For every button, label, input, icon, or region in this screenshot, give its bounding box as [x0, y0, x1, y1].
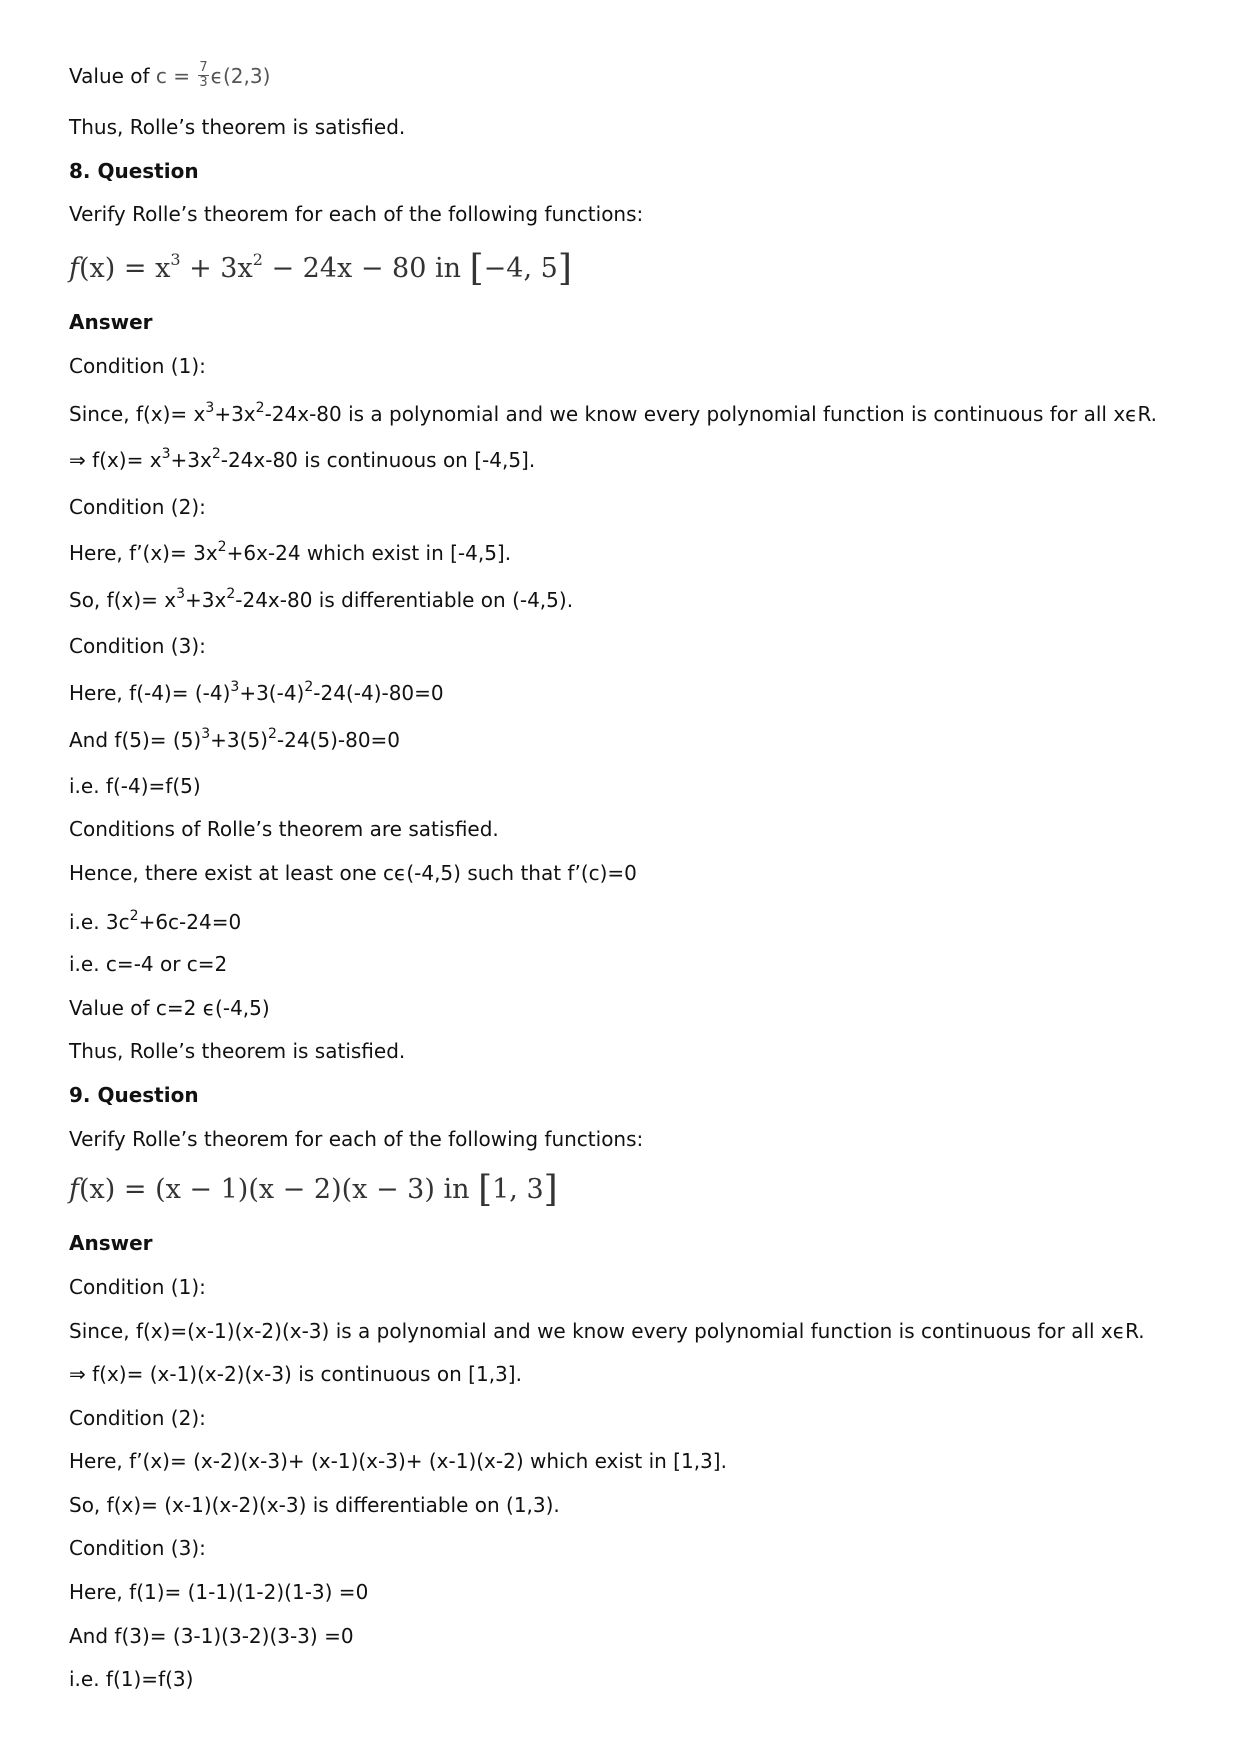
exponent: 2 — [217, 539, 227, 555]
exponent: 2 — [211, 446, 221, 462]
text-fragment: -24x-80 is continuous on [-4,5]. — [220, 448, 536, 472]
math-exponent: 3 — [170, 250, 181, 269]
exponent: 3 — [205, 400, 215, 416]
math-bracket: ] — [557, 248, 572, 289]
math-exponent: 2 — [252, 250, 263, 269]
math-bracket: ] — [543, 1169, 558, 1210]
exponent: 2 — [255, 400, 265, 416]
text-line: Condition (2): — [69, 1406, 206, 1430]
text-fragment: +3(-4) — [239, 681, 305, 705]
math-fragment: + 3x — [180, 253, 253, 284]
math-fragment: (x) = x — [79, 253, 171, 284]
text-fragment: ⇒ f(x)= x — [69, 448, 162, 472]
exponent: 3 — [176, 586, 186, 602]
text-line — [69, 727, 400, 753]
math-fragment: − 24x − 80 in — [262, 253, 470, 284]
math-equation — [69, 248, 572, 289]
text-fragment: -24(5)-80=0 — [276, 728, 401, 752]
fraction-numerator: 7 — [199, 60, 208, 75]
text-line: And f(3)= (3-1)(3-2)(3-3) =0 — [69, 1624, 354, 1648]
exponent: 3 — [201, 726, 211, 742]
exponent: 2 — [226, 586, 236, 602]
text-line: Hence, there exist at least one cϵ(-4,5) such that f’(c)=0 — [69, 861, 637, 885]
question-heading: 9. Question — [69, 1083, 199, 1107]
fraction-denominator: 3 — [199, 75, 208, 90]
math-fragment: f — [69, 1174, 79, 1205]
text-line: Here, f’(x)= (x-2)(x-3)+ (x-1)(x-3)+ (x-1)(x-2) which exist in [1,3]. — [69, 1449, 727, 1473]
text-line: Verify Rolle’s theorem for each of the following functions: — [69, 1127, 644, 1151]
answer-heading: Answer — [69, 310, 153, 334]
text-fragment: +3(5) — [210, 728, 268, 752]
text-fragment: +3x — [214, 402, 256, 426]
text-line: ⇒ f(x)= (x-1)(x-2)(x-3) is continuous on [1,3]. — [69, 1362, 522, 1386]
exponent: 2 — [304, 679, 314, 695]
text-line — [69, 587, 573, 613]
text-line: i.e. f(1)=f(3) — [69, 1667, 194, 1691]
text-line: Condition (1): — [69, 354, 206, 378]
text-fragment: -24(-4)-80=0 — [313, 681, 444, 705]
text-line — [69, 680, 444, 706]
text-line-value-of-c — [69, 60, 271, 92]
math-bracket: [ — [469, 248, 484, 289]
text-line — [69, 401, 1157, 427]
text-line: Since, f(x)=(x-1)(x-2)(x-3) is a polynomial and we know every polynomial function is continuous for all xϵR. — [69, 1319, 1145, 1343]
text-line: Condition (2): — [69, 495, 206, 519]
math-fragment: −4, 5 — [483, 253, 558, 284]
text-fragment: Since, f(x)= x — [69, 402, 206, 426]
math-fragment: (x) = (x − 1)(x − 2)(x − 3) in — [79, 1174, 479, 1205]
text-fragment: And f(5)= (5) — [69, 728, 202, 752]
math-equation — [69, 1169, 558, 1210]
text-fragment: -24x-80 is differentiable on (-4,5). — [235, 588, 574, 612]
text-line: Value of c=2 ϵ(-4,5) — [69, 996, 270, 1020]
exponent: 3 — [230, 679, 240, 695]
text-line: i.e. c=-4 or c=2 — [69, 952, 228, 976]
math-fragment: c = — [155, 64, 197, 88]
math-inline — [155, 60, 271, 90]
exponent: 2 — [129, 908, 139, 924]
text-line: Condition (3): — [69, 634, 206, 658]
text-line: Thus, Rolle’s theorem is satisfied. — [69, 115, 406, 139]
text-line: i.e. f(-4)=f(5) — [69, 774, 201, 798]
text-fragment: Value of — [69, 64, 156, 88]
text-line: Condition (1): — [69, 1275, 206, 1299]
text-line: So, f(x)= (x-1)(x-2)(x-3) is differentiable on (1,3). — [69, 1493, 560, 1517]
exponent: 3 — [161, 446, 171, 462]
math-fragment: ϵ(2,3) — [210, 64, 271, 88]
text-fragment: +3x — [185, 588, 227, 612]
text-fragment: +3x — [170, 448, 212, 472]
text-fragment: +6x-24 which exist in [-4,5]. — [226, 541, 512, 565]
text-line: Here, f(1)= (1-1)(1-2)(1-3) =0 — [69, 1580, 369, 1604]
text-fragment: +6c-24=0 — [138, 910, 242, 934]
math-fragment: f — [69, 253, 79, 284]
text-fragment: So, f(x)= x — [69, 588, 177, 612]
text-line — [69, 540, 511, 566]
text-fragment: i.e. 3c — [69, 910, 130, 934]
math-bracket: [ — [478, 1169, 493, 1210]
text-line — [69, 447, 535, 473]
question-heading: 8. Question — [69, 159, 199, 183]
answer-heading: Answer — [69, 1231, 153, 1255]
text-line — [69, 909, 241, 935]
text-line: Verify Rolle’s theorem for each of the following functions: — [69, 202, 644, 226]
text-line: Thus, Rolle’s theorem is satisfied. — [69, 1039, 406, 1063]
text-line: Conditions of Rolle’s theorem are satisfied. — [69, 817, 499, 841]
math-fragment: 1, 3 — [492, 1174, 544, 1205]
exponent: 2 — [267, 726, 277, 742]
fraction — [198, 61, 208, 90]
text-line: Condition (3): — [69, 1536, 206, 1560]
text-fragment: -24x-80 is a polynomial and we know every polynomial function is continuous for all xϵR. — [264, 402, 1158, 426]
text-fragment: Here, f(-4)= (-4) — [69, 681, 231, 705]
text-fragment: Here, f’(x)= 3x — [69, 541, 218, 565]
